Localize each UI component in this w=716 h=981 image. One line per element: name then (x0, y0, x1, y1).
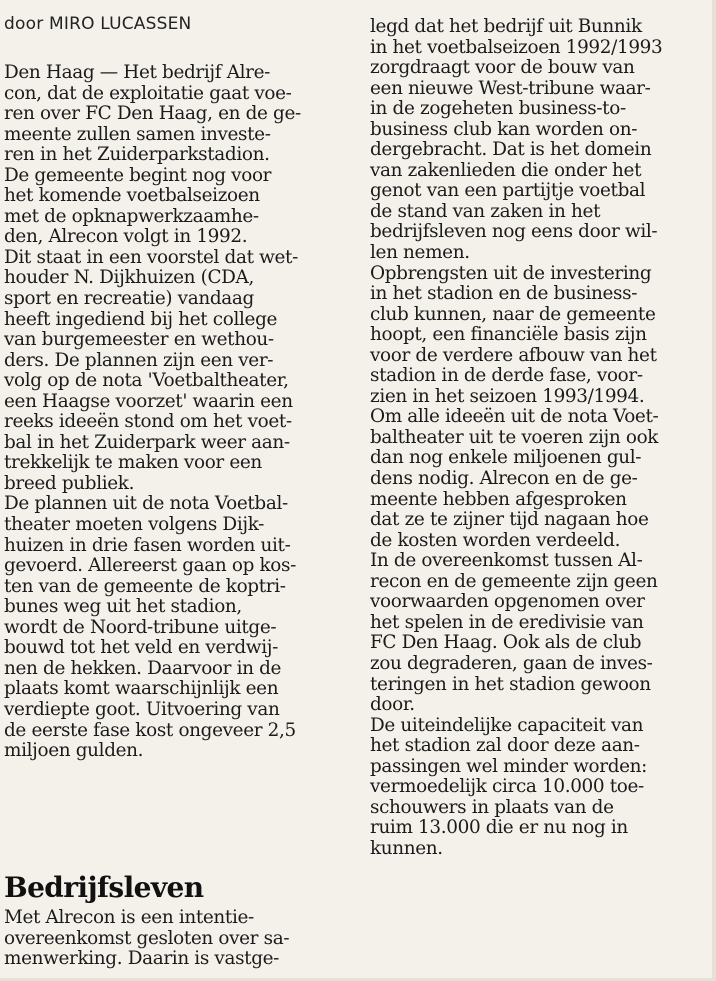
subheading: Bedrijfsleven (4, 871, 204, 904)
left-column-continuation: Met Alrecon is een intentie- overeenkomst gesloten over sa- menwerking. Daarin is vastge- (4, 907, 290, 970)
byline: door MIRO LUCASSEN (4, 14, 192, 34)
paper-edge-right (712, 0, 716, 981)
left-column-body: Den Haag — Het bedrijf Alre- con, dat de exploitatie gaat voe- ren over FC Den Haag, en de ge- meente zullen samen investe- ren in het Zuiderparkstadion. De gemeente begint nog voor het komende voetbalseizoen met de opknapwerkzaamhe- den, Alrecon volgt in 1992. Dit staat in een voorstel dat wet- houder N. Dijkhuizen (CDA, sport en recreatie) vandaag heeft ingediend bij het college van burgemeester en wethou- ders. De plannen zijn een ver- volg op de nota 'Voetbaltheater, een Haagse voorzet' waarin een reeks ideeën stond om het voet- bal in het Zuiderpark weer aan- trekkelijk te maken voor een breed publiek. De plannen uit de nota Voetbal- theater moeten volgens Dijk- huizen in drie fasen worden uit- gevoerd. Allereerst gaan op kos- ten van de gemeente de koptri- bunes weg uit het stadion, wordt de Noord-tribune uitge- bouwd tot het veld en verdwij- nen de hekken. Daarvoor in de plaats komt waarschijnlijk een verdiepte goot. Uitvoering van de eerste fase kost ongeveer 2,5 miljoen gulden. (4, 62, 301, 762)
right-column-body: legd dat het bedrijf uit Bunnik in het voetbalseizoen 1992/1993 zorgdraagt voor de bouw van een nieuwe West-tribune waar- in de zogeheten business-to- business club kan worden on- dergebracht. Dat is het domein van zakenlieden die onder het genot van een partijtje voetbal de stand van zaken in het bedrijfsleven nog eens door wil- len nemen. Opbrengsten uit de investering in het stadion en de business- club kunnen, naar de gemeente hoopt, een financiële basis zijn voor de verdere afbouw van het stadion in de derde fase, voor- zien in het seizoen 1993/1994. Om alle ideeën uit de nota Voet- baltheater uit te voeren zijn ook dan nog enkele miljoenen gul- dens nodig. Alrecon en de ge- meente hebben afgesproken dat ze te zijner tijd nagaan hoe de kosten worden verdeeld. In de overeenkomst tussen Al- recon en de gemeente zijn geen voorwaarden opgenomen over het spelen in de eredivisie van FC Den Haag. Ook als de club zou degraderen, gaan de inves- teringen in het stadion gewoon door. De uiteindelijke capaciteit van het stadion zal door deze aan- passingen wel minder worden: vermoedelijk circa 10.000 toe- schouwers in plaats van de ruim 13.000 die er nu nog in kunnen. (370, 16, 663, 859)
